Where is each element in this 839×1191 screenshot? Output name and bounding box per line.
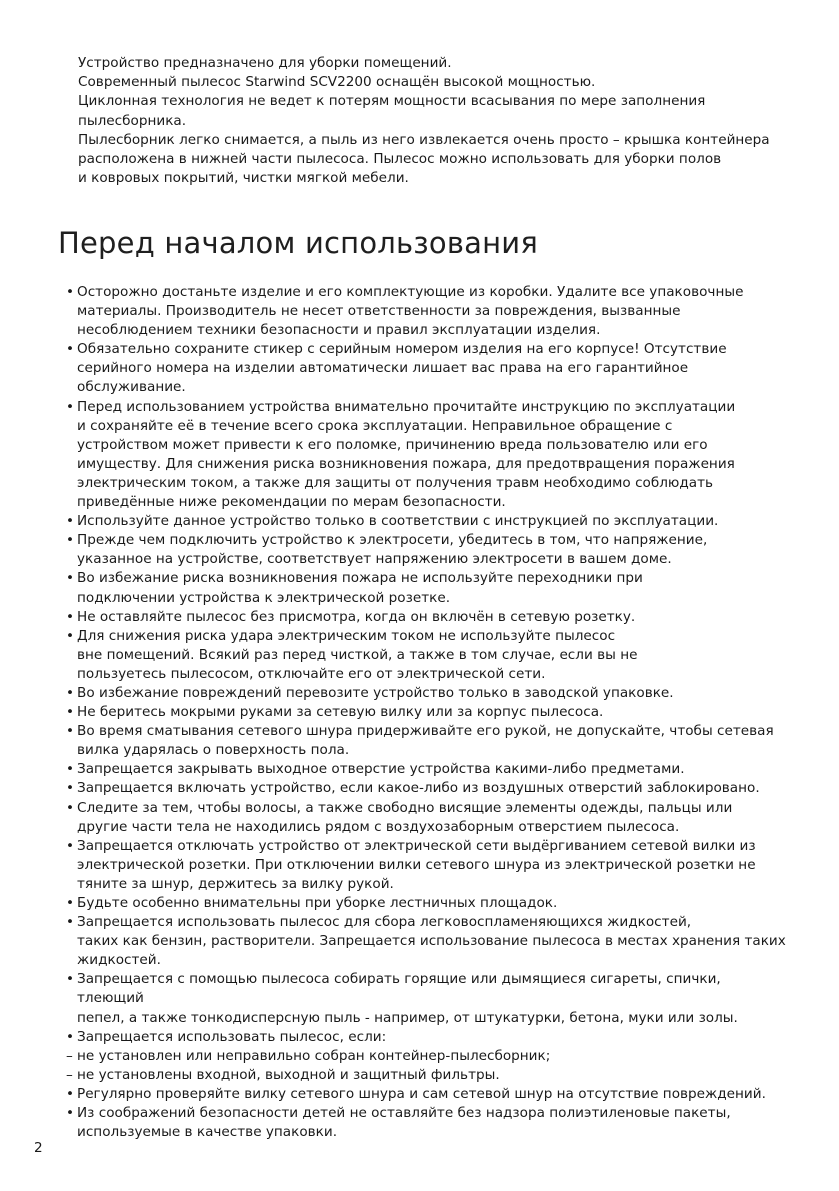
list-item-text: не установлены входной, выходной и защитный фильтры.	[77, 1066, 500, 1083]
bullet-marker: •	[66, 532, 75, 549]
list-item	[66, 1028, 786, 1047]
list-item-text: не установлен или неправильно собран контейнер-пылесборник;	[77, 1047, 551, 1064]
list-item	[66, 627, 786, 684]
list-item-text: Запрещается отключать устройство от электрической сети выдёргиванием сетевой вилки из электрической розетки. При отключении вилки сетевого шнура из электрической розетки не тяните за шнур, держитесь за вилку рукой.	[77, 837, 756, 892]
list-item-text: Запрещается закрывать выходное отверстие устройства какими-либо предметами.	[77, 761, 685, 778]
dash-marker: –	[66, 1066, 73, 1083]
list-item	[66, 1104, 786, 1142]
list-item	[66, 1085, 786, 1104]
bullet-marker: •	[66, 971, 75, 988]
bullet-marker: •	[66, 1085, 75, 1102]
list-item	[66, 779, 786, 798]
intro-line: Пылесборник легко снимается, а пыль из него извлекается очень просто – крышка контейнера расположена в нижней части пылесоса. Пылесос можно использовать для уборки полов и ковровых покрытий, чистки мягкой мебели.	[78, 131, 770, 187]
list-item-text: Запрещается включать устройство, если какое-либо из воздушных отверстий заблокировано.	[77, 780, 760, 797]
list-item-text: Из соображений безопасности детей не оставляйте без надзора полиэтиленовые пакеты, используемые в качестве упаковки.	[77, 1105, 731, 1141]
bullet-marker: •	[66, 570, 75, 587]
list-item-text: Регулярно проверяйте вилку сетевого шнура и сам сетевой шнур на отсутствие повреждений.	[77, 1085, 766, 1102]
list-item	[66, 608, 786, 627]
list-item-text: Во избежание повреждений перевозите устройство только в заводской упаковке.	[77, 684, 674, 701]
bullet-marker: •	[66, 723, 75, 740]
list-item	[66, 837, 786, 894]
list-item	[66, 913, 786, 970]
list-item	[66, 283, 786, 340]
bullet-marker: •	[66, 837, 75, 854]
list-item	[66, 531, 786, 569]
bullet-marker: •	[66, 704, 75, 721]
list-item-text: Следите за тем, чтобы волосы, а также свободно висящие элементы одежды, пальцы или другие части тела не находились рядом с воздухозаборным отверстием пылесоса.	[77, 799, 733, 835]
dash-marker: –	[66, 1047, 73, 1064]
bullet-marker: •	[66, 780, 75, 797]
list-item	[66, 722, 786, 760]
list-item-text: Во избежание риска возникновения пожара не используйте переходники при подключении устройства к электрической розетке.	[77, 570, 643, 606]
list-item	[66, 340, 786, 397]
bullet-marker: •	[66, 513, 75, 530]
bullet-marker: •	[66, 1028, 75, 1045]
list-item	[66, 569, 786, 607]
bullet-marker: •	[66, 895, 75, 911]
list-item	[66, 760, 786, 779]
list-item-text: Запрещается использовать пылесос для сбора легковоспламеняющихся жидкостей, таких как бензин, растворители. Запрещается использование пылесоса в местах хранения таких жидкостей.	[77, 914, 786, 969]
bullet-marker: •	[66, 1105, 75, 1122]
bullet-marker: •	[66, 284, 75, 300]
list-item-text: Запрещается использовать пылесос, если:	[77, 1028, 387, 1045]
list-item-text: Не оставляйте пылесос без присмотра, когда он включён в сетевую розетку.	[77, 608, 636, 625]
intro-line: Циклонная технология не ведет к потерям мощности всасывания по мере заполнения пылесборника.	[78, 93, 706, 129]
bullet-marker: •	[66, 341, 75, 358]
list-item	[66, 799, 786, 837]
list-item	[66, 1047, 786, 1066]
list-item	[66, 398, 786, 513]
list-item	[66, 684, 786, 703]
list-item	[66, 894, 786, 913]
section-title: Перед началом использования	[58, 226, 538, 260]
list-item	[66, 703, 786, 722]
bullet-marker: •	[66, 608, 75, 625]
intro-line: Современный пылесос Starwind SCV2200 оснащён высокой мощностью.	[78, 74, 596, 91]
safety-list	[66, 283, 786, 1142]
list-item-text: Осторожно достаньте изделие и его комплектующие из коробки. Удалите все упаковочные материалы. Производитель не несет ответственности за повреждения, вызванные несоблюдением техники безопасности и правил эксплуатации изделия.	[77, 284, 744, 339]
list-item-text: Во время сматывания сетевого шнура придерживайте его рукой, не допускайте, чтобы сетевая вилка ударялась о поверхность пола.	[77, 723, 774, 759]
bullet-marker: •	[66, 684, 75, 701]
intro-text	[78, 54, 778, 188]
list-item-text: Обязательно сохраните стикер с серийным номером изделия на его корпусе! Отсутствие серийного номера на изделии автоматически лишает вас права на его гарантийное обслуживание.	[77, 341, 727, 396]
bullet-marker: •	[66, 799, 75, 816]
list-item	[66, 512, 786, 531]
bullet-marker: •	[66, 914, 75, 931]
list-item-text: Перед использованием устройства внимательно прочитайте инструкцию по эксплуатации и сохраняйте её в течение всего срока эксплуатации. Неправильное обращение с устройством может привести к его поломке, причинению вреда пользователю или его имуществу. Для снижения риска возникновения пожара, для предотвращения поражения электрическим током, а также для защиты от получения травм необходимо соблюдать приведённые ниже рекомендации по мерам безопасности.	[77, 398, 736, 511]
page-number: 2	[34, 1140, 43, 1156]
list-item-text: Для снижения риска удара электрическим током не используйте пылесос вне помещений. Всякий раз перед чисткой, а также в том случае, если вы не пользуетесь пылесосом, отключайте его от электрической сети.	[77, 627, 638, 682]
intro-line: Устройство предназначено для уборки помещений.	[78, 55, 452, 71]
list-item-text: Не беритесь мокрыми руками за сетевую вилку или за корпус пылесоса.	[77, 704, 604, 721]
bullet-marker: •	[66, 398, 75, 415]
bullet-marker: •	[66, 627, 75, 644]
bullet-marker: •	[66, 761, 75, 778]
list-item-text: Используйте данное устройство только в соответствии с инструкцией по эксплуатации.	[77, 513, 719, 530]
list-item-text: Будьте особенно внимательны при уборке лестничных площадок.	[77, 895, 558, 911]
list-item	[66, 970, 786, 1027]
list-item	[66, 1066, 786, 1085]
list-item-text: Запрещается с помощью пылесоса собирать горящие или дымящиеся сигареты, спички, тлеющий пепел, а также тонкодисперсную пыль - например, от штукатурки, бетона, муки или золы.	[77, 971, 738, 1026]
list-item-text: Прежде чем подключить устройство к электросети, убедитесь в том, что напряжение, указанное на устройстве, соответствует напряжению электросети в вашем доме.	[77, 532, 708, 568]
